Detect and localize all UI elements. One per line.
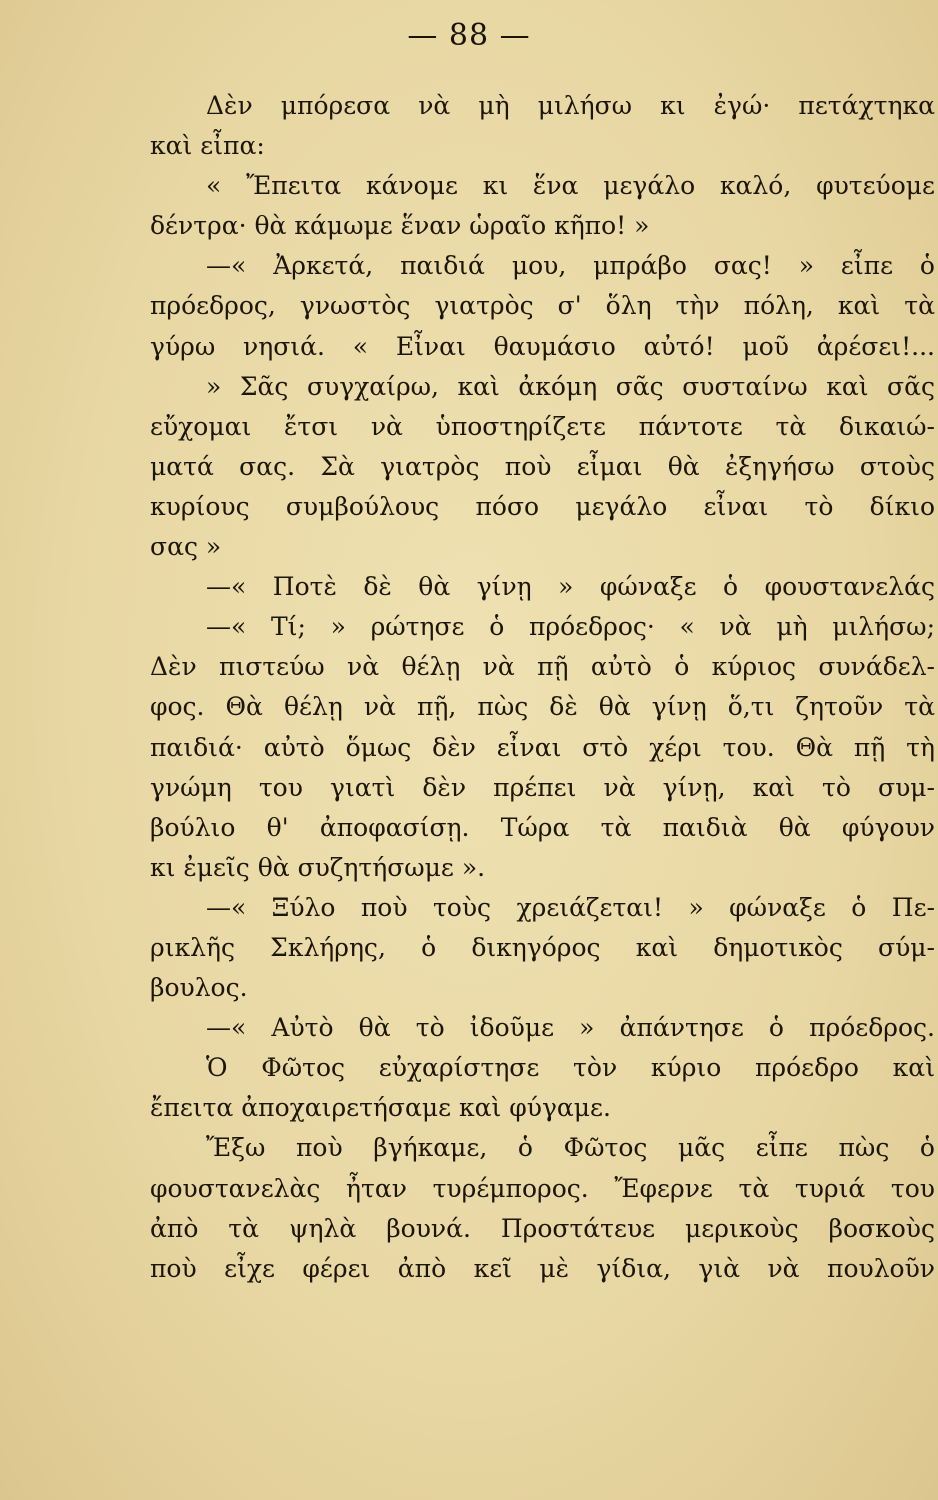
text-line: ἔπειτα ἀποχαιρετήσαμε καὶ φύγαμε.: [150, 1093, 611, 1123]
text-line: ποὺ εἶχε φέρει ἀπὸ κεῖ μὲ γίδια, γιὰ νὰ πουλοῦν: [150, 1253, 935, 1283]
text-line: κι ἐμεῖς θὰ συζητήσωμε ».: [150, 852, 486, 882]
text-line: βούλιο θ' ἀποφασίσῃ. Τώρα τὰ παιδιὰ θὰ φύγουν: [150, 812, 935, 842]
text-line: φος. Θὰ θέλῃ νὰ πῇ, πὼς δὲ θὰ γίνῃ ὅ,τι ζητοῦν τὰ: [150, 692, 935, 722]
text-line: « Ἔπειτα κάνομε κι ἕνα μεγάλο καλό, φυτεύομε: [206, 171, 935, 201]
text-line: Δὲν μπόρεσα νὰ μὴ μιλήσω κι ἐγώ· πετάχτηκα: [206, 91, 935, 120]
text-line: βουλος.: [150, 973, 248, 1003]
page-number: — 88 —: [407, 18, 531, 53]
text-line: Ὁ Φῶτος εὐχαρίστησε τὸν κύριο πρόεδρο καὶ: [206, 1053, 935, 1083]
text-line: ρικλῆς Σκλήρης, ὁ δικηγόρος καὶ δημοτικὸς σύμ-: [150, 932, 935, 962]
text-line: γνώμη του γιατὶ δὲν πρέπει νὰ γίνῃ, καὶ τὸ συμ-: [150, 772, 935, 802]
text-line: γύρω νησιά. « Εἶναι θαυμάσιο αὐτό! μοῦ ἀρέσει!...: [150, 331, 935, 361]
text-line: δέντρα· θὰ κάμωμε ἕναν ὡραῖο κῆπο! »: [150, 211, 650, 241]
text-line: παιδιά· αὐτὸ ὅμως δὲν εἶναι στὸ χέρι του. Θὰ πῇ τὴ: [150, 732, 935, 762]
text-line: Ἔξω ποὺ βγήκαμε, ὁ Φῶτος μᾶς εἶπε πὼς ὁ: [206, 1133, 935, 1163]
text-line: ματά σας. Σὰ γιατρὸς ποὺ εἶμαι θὰ ἐξηγήσω στοὺς: [150, 451, 935, 481]
text-line: πρόεδρος, γνωστὸς γιατρὸς σ' ὅλη τὴν πόλη, καὶ τὰ: [150, 291, 935, 321]
text-line: —« Τί; » ρώτησε ὁ πρόεδρος· « νὰ μὴ μιλήσω;: [206, 612, 935, 642]
text-line: φουστανελὰς ἦταν τυρέμπορος. Ἔφερνε τὰ τυριά του: [150, 1173, 935, 1203]
text-line: —« Ξύλο ποὺ τοὺς χρειάζεται! » φώναξε ὁ Πε-: [206, 892, 935, 922]
text-line: σας »: [150, 532, 222, 562]
text-line: —« Ἀρκετά, παιδιά μου, μπράβο σας! » εἶπε ὁ: [206, 251, 935, 281]
text-line: » Σᾶς συγχαίρω, καὶ ἀκόμη σᾶς συσταίνω καὶ σᾶς: [206, 371, 935, 401]
text-line: ἀπὸ τὰ ψηλὰ βουνά. Προστάτευε μερικοὺς βοσκοὺς: [150, 1213, 935, 1243]
text-line: εὔχομαι ἔτσι νὰ ὑποστηρίζετε πάντοτε τὰ δικαιώ-: [150, 411, 935, 441]
text-line: —« Αὐτὸ θὰ τὸ ἰδοῦμε » ἀπάντησε ὁ πρόεδρος.: [206, 1013, 935, 1043]
text-line: κυρίους συμβούλους πόσο μεγάλο εἶναι τὸ δίκιο: [150, 491, 935, 521]
body-text: [150, 86, 935, 1289]
text-line: Δὲν πιστεύω νὰ θέλῃ νὰ πῇ αὐτὸ ὁ κύριος συνάδελ-: [150, 652, 935, 682]
text-line: —« Ποτὲ δὲ θὰ γίνῃ » φώναξε ὁ φουστανελάς: [206, 572, 935, 602]
text-line: καὶ εἶπα:: [150, 131, 265, 161]
